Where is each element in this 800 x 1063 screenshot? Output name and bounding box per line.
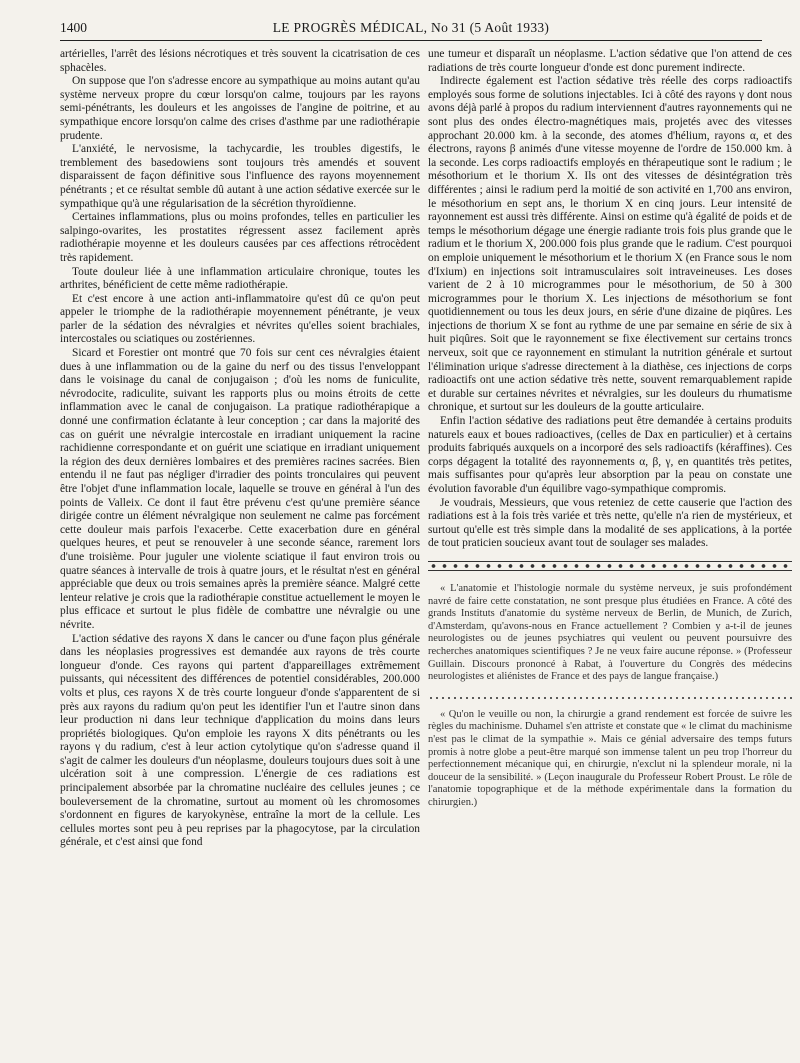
page-number: 1400 [60, 20, 87, 35]
paragraph: artérielles, l'arrêt des lésions nécrotiques et très souvent la cicatrisation de ces sphacèles. [60, 48, 420, 74]
header-rule [60, 40, 762, 41]
paragraph: L'anxiété, le nervosisme, la tachycardie, les troubles digestifs, le tremblement des basedowiens sont toujours très amendés et souvent disparaissent de façon définitive sous l'influence des rayons moyennement pénétrants ; et ce résultat semble dû autant à une action sédative exercée sur le sympathique qu'à une régularisation de la sécrétion thyroïdienne. [60, 143, 420, 210]
left-column [60, 48, 420, 850]
paragraph: Sicard et Forestier ont montré que 70 fois sur cent ces névralgies étaient dues à une inflammation ou de la gaine du nerf ou des tissus l'enveloppant dans le voisinage du canal de conjugaison ; d'où les noms de funiculite, névrodocite, radiculite, suivant les rapports plus ou moins étroits de cette inflammation avec le canal de conjugaison. La pratique radiothérapique a donné une confirmation éclatante à leur conception ; car dans la majorité des cas on guérit une névralgie intercostale en irradiant uniquement la racine rachidienne correspondante et on guérit une sciatique en irradiant uniquement la région des deux dernières lombaires et des premières racines sacrées. Bien entendu il ne faut pas négliger d'irradier des points tronculaires qui peuvent être l'objet d'une inflammation locale, laquelle se trouve en général à l'un des points de Valleix. Ce dont il faut être prévenu c'est qu'une première séance dirigée contre un élément névralgique non seulement ne calme pas forcément cette douleur mais parfois l'exacerbe. Cette exacerbation dure en général quelques heures, et peut se renouveler à une seconde séance, rarement lors d'une troisième. Pour juguler une violente sciatique il faut environ trois ou quatre séances à intervalle de trois à quatre jours, et le résultat n'est en général appréciable que deux ou trois semaines après la première séance. Malgré cette lenteur relative je crois que la radiothérapie constitue actuellement le moyen le plus efficace et surtout le plus fidèle de combattre une névralgie ou une névrite. [60, 347, 420, 631]
quote-box-proust [428, 709, 792, 810]
page-header [60, 18, 762, 38]
paragraph: Toute douleur liée à une inflammation articulaire chronique, toutes les arthrites, bénéficient de cette même radiothérapie. [60, 265, 420, 292]
right-column [428, 48, 792, 809]
paragraph: On suppose que l'on s'adresse encore au sympathique au moins autant qu'au système nerveux propre du cœur lorsqu'on calme, toujours par les rayons semi-pénétrants, les douleurs et les angoisses de l'angine de poitrine, et au sympathique encore lorsqu'on calme des crises d'asthme par une radiothérapie prudente. [60, 75, 420, 142]
paragraph: Certaines inflammations, plus ou moins profondes, telles en particulier les salpingo-ovarites, les prostatites régressent assez facilement après radiothérapie moyenne et les douleurs causées par ces affections rétrocèdent très rapidement. [60, 211, 420, 264]
quote-text: « Qu'on le veuille ou non, la chirurgie a grand rendement est forcée de suivre les règles du machinisme. Duhamel s'en attriste et constate que « le climat du machinisme n'est pas le climat de la sympathie ». Mais ce génial adversaire des temps futurs promis à notre globe a peut-être marqué son immense talent un peu trop l'horreur du perfectionnement mécanique qui, en chirurgie, n'exclut ni la splendeur morale, ni la douceur de la sensibilité. » (Leçon inaugurale du Professeur Robert Proust. Le rôle de l'anatomie topographique et de la méthode expérimentale dans la formation du chirurgien.) [428, 708, 792, 808]
paragraph: Enfin l'action sédative des radiations peut être demandée à certains produits naturels eaux et boues radioactives, (celles de Dax en particulier) et à certains produits fabriqués auxquels on a incorporé des sels radioactifs (kéraffines). Ces corps dégagent la totalité des rayonnements α, β, γ, en quantités très petites, mais suffisantes pour qu'après leur absorption par la peau on constate une évolution favorable d'un équilibre vago-sympathique compromis. [428, 415, 792, 495]
ornamental-divider [428, 560, 792, 572]
journal-title: LE PROGRÈS MÉDICAL, No 31 (5 Août 1933) [272, 20, 550, 35]
paragraph: Et c'est encore à une action anti-inflammatoire qu'est dû ce qu'on peut appeler le triomphe de la radiothérapie moyennement pénétrante, je veux parler de la sédation des névralgies et névrites qu'elles soient brachiales, intercostales ou sciatiques ou zostériennes. [60, 292, 420, 346]
quote-text: « L'anatomie et l'histologie normale du système nerveux, je suis profondément navré de faire cette constatation, ne sont presque plus étudiées en France. A côté des grands Instituts d'anatomie du système nerveux de Berlin, de Munich, de Zurich, d'Amsterdam, qu'avons-nous en France actuellement ? Combien y a-t-il de jeunes neurologistes ou de jeunes psychiatres qui veulent ou peuvent poursuivre des recherches anatomiques scientifiques ? Je ne veux faire aucune réponse. » (Professeur Guillain. Discours prononcé à Rabat, à l'ouverture du Congrès des médecins neurologistes et aliénistes de France et des pays de langue française.) [428, 582, 792, 683]
paragraph: une tumeur et disparaît un néoplasme. L'action sédative que l'on attend de ces radiations de très courte longueur d'onde est donc purement indirecte. [428, 48, 792, 74]
paragraph: Indirecte également est l'action sédative très réelle des corps radioactifs employés sous forme de solutions injectables. Ici à côté des rayons γ dont nous avons déjà parlé à propos du radium interviennent d'autres rayonnements qui ne sont plus des ondes électro-magnétiques mais, projetés avec des vitesses approchant 20.000 km. à la seconde, des atomes d'hélium, rayons α, et des électrons, rayons β animés d'une vitesse moyenne de l'ordre de 150.000 km. à la seconde. Les corps radioactifs employés en thérapeutique sont le radium ; le mésothorium et le thorium X. Ils ont des vitesses de désintégration très différentes ; ainsi le radium perd la moitié de son activité en 1,700 ans environ, le mésothorium en sept ans, le thorium X en cinq jours. Leur intensité de rayonnement est aussi très différente. Ainsi on estime qu'à égalité de poids et de temps le mésothorium dégage une énergie radiante trois fois plus grande que le radium et le thorium X, 200.000 fois plus grande que le radium. C'est pourquoi on emploie uniquement le mésothorium et le thorium X (en France sous le nom d'Ixium) en injections soit intramusculaires soit intraveineuses. Les doses varient de 2 à 10 microgrammes pour le mésothorium, de 50 à 300 microgrammes pour le thorium X. Les injections de mésothorium se font quotidiennement ou tous les deux jours, en série d'une dizaine de piqûres. Les injections de thorium X se font au rythme de une par semaine en série de six à huit piqûres. Soit que le rayonnement se fixe électivement sur certains troncs nerveux, soit que ce rayonnement en stimulant la nutrition générale et surtout l'élimination urique s'adresse directement à la diathèse, ces injections de corps radioactifs ont une action sédative très nette, souvent remarquablement rapide et durable sur certaines névrites et névralgies, sur les douleurs du rhumatisme chronique, et surtout sur les douleurs de la goutte articulaire. [428, 75, 792, 414]
paragraph: L'action sédative des rayons X dans le cancer ou d'une façon plus générale dans les néoplasies progressives est demandée aux rayons de très courte longueur d'onde. Ces rayons qui partent d'appareillages extrêmement puissants, qui nécessitent des différences de potentiel considérables, 200.000 volts et plus, ces rayons X de très courte longueur d'onde s'apparentent de si près aux rayons du radium qu'on peut les identifier l'un et l'autre sinon dans leur production ni dans leur technique d'application du moins dans leurs propriétés biologiques. Qu'on emploie les rayons X dits pénétrants ou les rayons γ du radium, c'est à leur action cytolytique qu'on s'adresse quand il s'agit de calmer les douleurs d'un néoplasme, douleurs toujours dues soit à une ulcération soit à une compression. L'énergie de ces radiations est principalement absorbée par la chromatine nucléaire des cellules jeunes ; ce bouleversement de la chromatine, surtout au moment où les chromosomes s'ordonnent en figures de karyokynèse, entraîne la mort de la cellule. Les cellules mortes sont peu à peu reprises par la phagocytose, par la circulation générale, et c'est ainsi que fond [60, 632, 420, 849]
paragraph: Je voudrais, Messieurs, que vous reteniez de cette causerie que l'action des radiations est à la fois très variée et très nette, qu'elle n'a rien de mystérieux, et surtout qu'elle est très simple dans la modalité de ses applications, à la portée de tout praticien soucieux avant tout de soulager ses malades. [428, 496, 792, 550]
quote-box-guillain [428, 583, 792, 684]
dotted-divider [428, 697, 792, 699]
